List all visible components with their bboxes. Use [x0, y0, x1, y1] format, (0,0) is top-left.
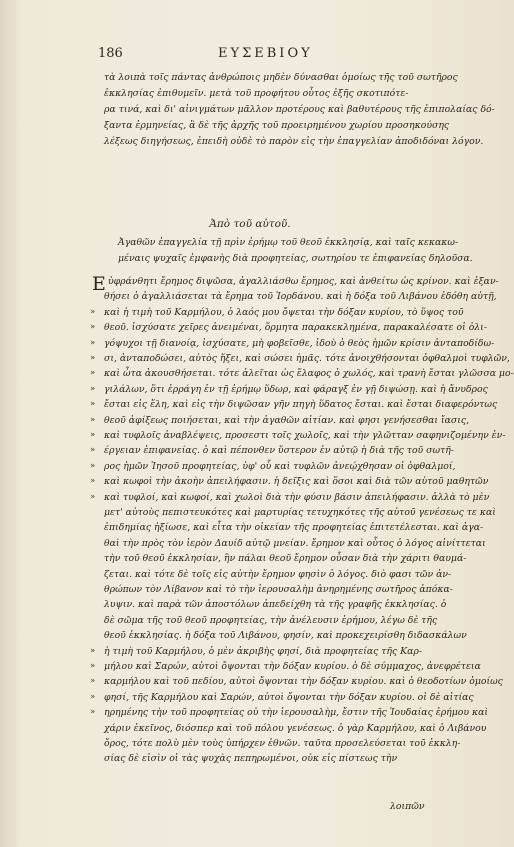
- summary-line: μέναις ψυχαῖς ἐμφανὴς διὰ προφητείας, σωτηρίου τε ἐπιφανείας δηλοῦσα.: [118, 253, 473, 264]
- body-line: καὶ ὦτα ἀκουσθήσεται. τότε ἁλεῖται ὡς ἔλαφος ὁ χωλός, καὶ τρανὴ ἔσται γλῶσσα μο-: [104, 368, 514, 380]
- quotation-mark: »: [90, 691, 96, 702]
- quotation-mark: »: [90, 306, 96, 317]
- body-line: δὲ σῶμα τῆς τοῦ θεοῦ προφητείας, τὴν ἀνέλευσιν ἐρήμου, λέγω δὲ τῆς: [104, 614, 438, 626]
- body-line: ἡ τιμὴ τοῦ Καρμήλου, ὁ μὲν ἀκριβὴς φησί, διὰ προφητείας τῆς Καρ-: [104, 645, 422, 657]
- intro-line: λέξεως διηγήσεως, ἐπειδὴ οὐδὲ τὸ παρὸν εἰς τὴν ἐπαγγελίαν ἀποδιδόναι λόγον.: [104, 136, 484, 147]
- quotation-mark: »: [90, 399, 96, 410]
- body-line: τὴν τοῦ θεοῦ ἐκκλησίαν, ἣν πάλαι θεοῦ ἔρημον οὖσαν διὰ τὴν χάριτι θαυμά-: [104, 553, 467, 565]
- body-line: σίας δὲ εἰσὶν οἱ τὰς ψυχὰς πεπηρωμένοι, οὐκ εἰς πίστεως τὴν: [104, 753, 398, 765]
- quotation-mark: »: [90, 661, 96, 671]
- quotation-mark: »: [90, 476, 96, 487]
- body-line: καὶ τυφλοί, καὶ κωφοί, καὶ χωλοὶ διὰ τὴν φύσιν βάσιν ἀπειλήφασιν. ἀλλὰ τὸ μὲν: [104, 491, 490, 503]
- catchword: λοιπῶν: [390, 801, 425, 812]
- body-line: μετ' αὐτοὺς πεπιστευκότες καὶ μαρτυρίας τετυχηκότες τῆς αὐτοῦ γενέσεως τε καὶ: [104, 507, 496, 518]
- initial-letter: Ε: [92, 273, 106, 295]
- quotation-mark: »: [90, 645, 96, 656]
- body-line: μήλου καὶ Σαρών, αὐτοὶ ὄψονται τὴν δόξαν κυρίου. ὁ δὲ σύμμαχος, ἀνεφρέτεια: [104, 661, 481, 672]
- body-line: λυψιν. καὶ παρὰ τῶν ἀποστόλων ἀπεδείχθη τὰ τῆς γραφῆς ἐκκλησίας. ὁ: [104, 599, 447, 611]
- quotation-mark: »: [90, 445, 96, 456]
- quotation-mark: »: [90, 337, 96, 348]
- body-line: ζεται. καὶ τότε δὲ τοῖς εἰς αὐτὴν ἔρημον φησὶν ὁ λόγος. διὸ φασι τῶν ἀν-: [104, 568, 452, 580]
- quotation-mark: »: [90, 430, 96, 440]
- body-line: γιλάλων, ὅτι ἐρράγη ἐν τῇ ἐρήμῳ ὕδωρ, καὶ φάραγξ ἐν γῇ διψώσῃ. καὶ ἡ ἄνυδρος: [104, 383, 488, 395]
- quotation-mark: »: [90, 383, 96, 394]
- quotation-mark: »: [90, 491, 96, 502]
- body-line: θήσει ὁ ἀγαλλιάσεται τὰ ἔρημα τοῦ Ἰορδάνου. καὶ ἡ δόξα τοῦ Λιβάνου ἐδόθη αὐτῇ,: [104, 291, 497, 303]
- body-line: καὶ τυφλοῖς ἀναβλέψεις, προσεστι τοῖς χωλοῖς, καὶ τὴν γλῶτταν σαφηνιζομένην ἐν-: [104, 430, 506, 441]
- quotation-mark: »: [90, 460, 96, 471]
- quotation-mark: »: [90, 707, 96, 718]
- quotation-mark: »: [90, 414, 96, 425]
- body-line: καὶ ἡ τιμὴ τοῦ Καρμήλου, ὁ λαός μου ὄψεται τὴν δόξαν κυρίου, τὸ ὕψος τοῦ: [104, 306, 464, 318]
- intro-line: ξαντα ἑρμηνείας, ἃ δὲ τῆς ἀρχῆς τοῦ προειρημένου χωρίου προσηκούσης: [104, 120, 450, 131]
- quotation-mark: »: [90, 322, 96, 333]
- body-line: σι, ἀνταποδώσει, αὐτὸς ἥξει, καὶ σώσει ἡμᾶς. τότε ἀνοιχθήσονται ὀφθαλμοὶ τυφλῶν,: [104, 353, 510, 364]
- body-line: θεοῦ ἐκκλησίας. ἡ δόξα τοῦ Λιβάνου, φησίν, καὶ προκεχειρίσθη διδασκάλων: [104, 630, 467, 642]
- intro-line: τὰ λοιπὰ τοῖς πάντας ἀνθρώποις μηδὲν δύνασθαι ὁμοίως τῆς τοῦ σωτῆρος: [104, 72, 458, 83]
- body-line: γόψυχοι τῇ διανοίᾳ, ἰσχύσατε, μὴ φοβεῖσθε, ἰδοὺ ὁ θεὸς ἡμῶν κρίσιν ἀνταποδίδω-: [104, 337, 495, 349]
- quotation-mark: »: [90, 353, 96, 363]
- body-line: ρος ἡμῶν Ἰησοῦ προφητείας, ὑφ' οὗ καὶ τυφλῶν ἀνεῴχθησαν οἱ ὀφθαλμοί,: [104, 460, 456, 472]
- body-line: έργειαν ἐπιφανείας. ὁ καὶ πέπονθεν ὕστερον ἐν αὐτῷ ἡ διὰ τῆς τοῦ σωτῆ-: [104, 445, 454, 457]
- intro-line: ἐκκλησίας ἐπιθυμεῖν. μετὰ τοῦ προφήτου οὗτος ἐξῆς σκοτιπότε-: [104, 88, 409, 99]
- body-line: ηρημένης τὴν τοῦ προφητείας οὐ τὴν ἱερουσαλὴμ, ἔστιν τῆς Ἰουδαίας ἐρήμου καὶ: [104, 707, 489, 719]
- body-line: θρώπων τὸν Λίβανον καὶ τὸ τὴν ἱερουσαλὴμ ἀνηρημένης σωτῆρος ἀπόκα-: [104, 584, 453, 595]
- body-line: καὶ κωφοὶ τὴν ἀκοὴν ἀπειλήφασιν. ἡ δεῖξις καὶ ὅσοι καὶ διὰ τῶν αὐτοῦ μαθητῶν: [104, 476, 489, 488]
- body-line: καρμήλου καὶ τοῦ πεδίου, αὐτοὶ ὄψονται τὴν δόξαν κυρίου. καὶ ὁ θεοδοτίων ὁμοίως: [104, 676, 503, 688]
- running-head: ΕΥΣΕΒΙΟΥ: [218, 46, 313, 61]
- body-line: θαὶ τὴν πρὸς τὸν ἱερὸν Δαυίδ αὐτῷ μνείαν. ἔρημον καὶ οὗτος ὁ λόγος αἰνίττεται: [104, 537, 486, 549]
- body-line: θεοῦ ἀφίξεως ποιήσεται, καὶ τὴν ἀγαθῶν αἰτίαν. καὶ φησι γενήσεσθαι ἴασις,: [104, 414, 470, 426]
- body-line: θεοῦ. ἰσχύσατε χεῖρες ἀνειμέναι, ὅρμητα παρακεκλημένα, παρακαλέσατε οἱ ὀλι-: [104, 322, 487, 334]
- page-header: [98, 46, 428, 66]
- intro-line: ρα τινά, καὶ δι' αἰνιγμάτων μᾶλλον προτέρους καὶ βαθυτέρους τῆς ἐπιπολαίας δό-: [104, 104, 495, 115]
- body-line: ὄρος, τότε πολὺ μὲν τοὺς ὑπήρχεν ἐθνῶν. ταῦτα προσελεύσεται τοῦ ἐκκλη-: [104, 738, 461, 749]
- body-line: ἐπιδημίας ἠξίωσε, καὶ εἶτα τὴν οἰκείαν τῆς προφητείας ἐπιτετέλεσται. καὶ ἀγα-: [104, 522, 484, 534]
- quotation-mark: »: [90, 368, 96, 379]
- page-number: 186: [98, 46, 123, 61]
- summary-line: Ἀγαθῶν ἐπαγγελία τῇ πρὶν ἐρήμῳ τοῦ θεοῦ ἐκκλησίᾳ, καὶ ταῖς κεκακω-: [118, 237, 459, 248]
- body-line: χάριν ἐκεῖνος, διόσπερ καὶ τοῦ πόλου γενέσεως. ὁ γὰρ Καρμήλου, καὶ ὁ Λιβάνου: [104, 722, 487, 734]
- section-heading: Ἀπὸ τοῦ αὐτοῦ.: [209, 218, 291, 230]
- body-line: φησί, τῆς Καρμήλου καὶ Σαρών, αὐτοὶ ὄψονται τὴν δόξαν κυρίου. οἱ δὲ αἰτίας: [104, 691, 474, 703]
- body-line: ἔσται εἰς ἕλη, καὶ εἰς τὴν διψῶσαν γῆν πηγὴ ὕδατος ἔσται. καὶ ἔσται διαφερόντως: [104, 399, 498, 411]
- quotation-mark: »: [90, 676, 96, 687]
- body-line: ὐφράνθητι ἔρημος διψῶσα, ἀγαλλιάσθω ἔρημος, καὶ ἀνθείτω ὡς κρίνον. καὶ ἐξαν-: [108, 276, 499, 287]
